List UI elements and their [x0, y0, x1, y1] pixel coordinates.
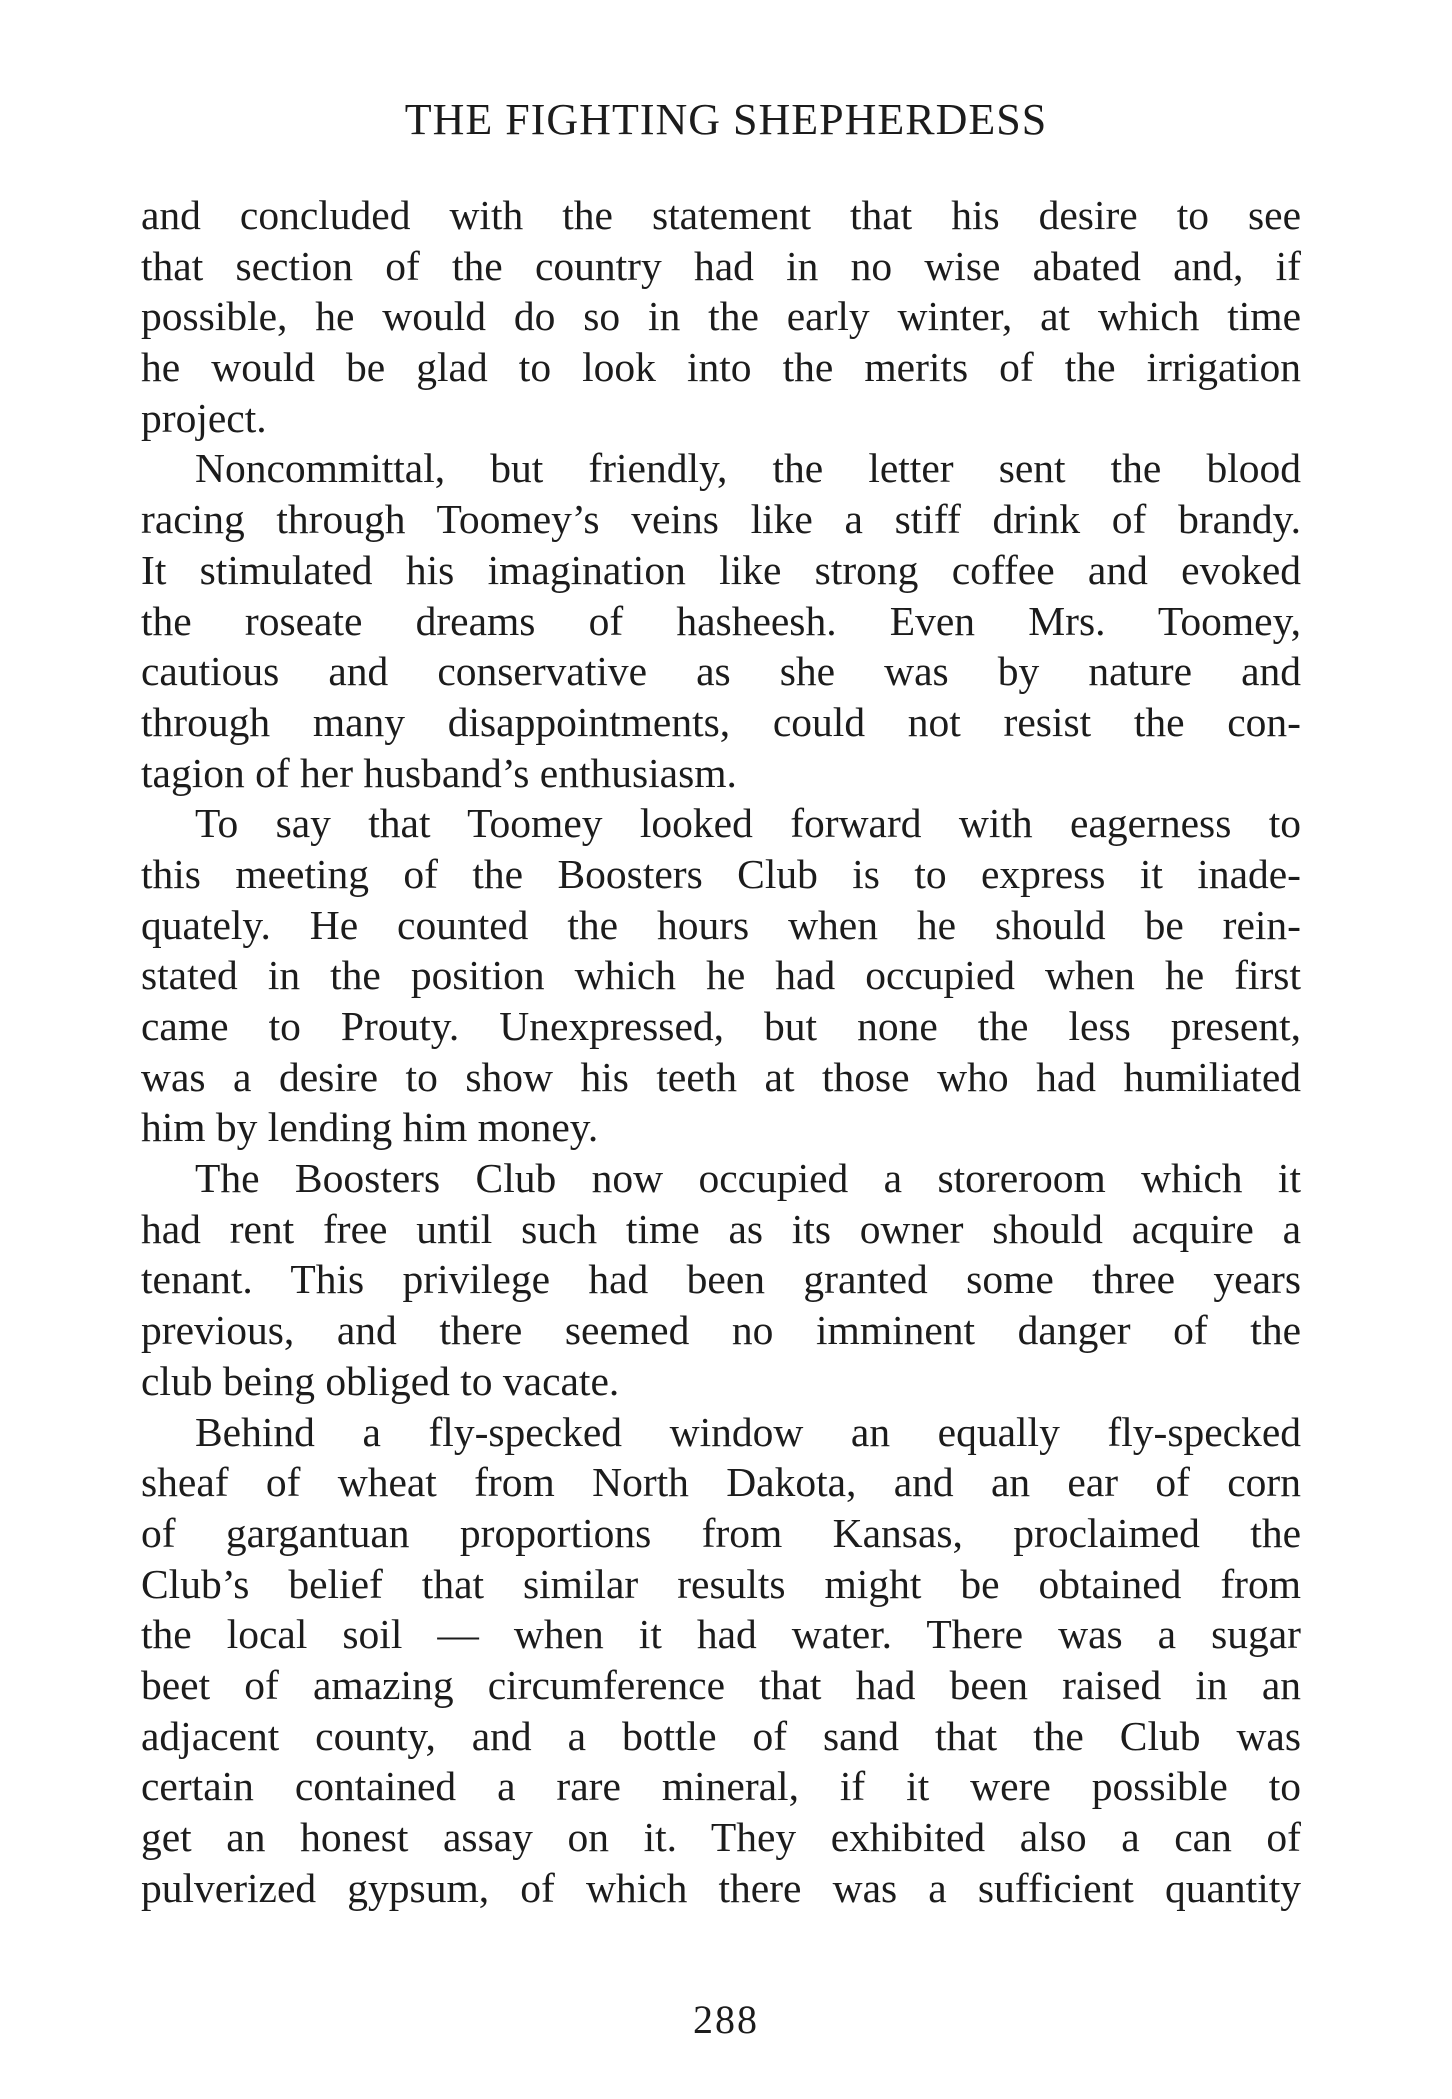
text-line: Behind a fly-specked window an equally fly-specked — [195, 1408, 1301, 1455]
text-line: tenant. This privilege had been granted some three years — [141, 1256, 1301, 1303]
text-line: and concluded with the statement that his desire to see — [141, 192, 1301, 238]
text-line: certain contained a rare mineral, if it were possible to — [141, 1763, 1301, 1810]
text-line: quately. He counted the hours when he should be rein- — [141, 901, 1301, 948]
text-line: had rent free until such time as its owner should acquire a — [141, 1205, 1301, 1252]
text-line: this meeting of the Boosters Club is to express it inade- — [141, 850, 1301, 897]
text-line: him by lending him money. — [141, 1104, 599, 1151]
body-text — [141, 190, 1301, 1913]
text-line: beet of amazing circumference that had been raised in an — [141, 1661, 1301, 1708]
text-line: he would be glad to look into the merits of the irrigation — [141, 344, 1301, 391]
text-line: pulverized gypsum, of which there was a sufficient quantity — [141, 1864, 1301, 1911]
text-line: racing through Toomey’s veins like a stiff drink of brandy. — [141, 496, 1301, 543]
running-head: THE FIGHTING SHEPHERDESS — [404, 95, 1048, 144]
text-line: get an honest assay on it. They exhibited also a can of — [141, 1814, 1301, 1860]
text-line: previous, and there seemed no imminent danger of the — [141, 1307, 1301, 1354]
text-line: Noncommittal, but friendly, the letter sent the blood — [195, 445, 1301, 492]
text-line: It stimulated his imagination like strong coffee and evoked — [141, 546, 1301, 593]
text-line: adjacent county, and a bottle of sand that the Club was — [141, 1712, 1301, 1759]
text-line: came to Prouty. Unexpressed, but none the less present, — [141, 1003, 1301, 1049]
text-line: cautious and conservative as she was by nature and — [141, 648, 1301, 695]
text-line: through many disappointments, could not resist the con- — [141, 698, 1301, 745]
text-line: the local soil — when it had water. There was a sugar — [141, 1611, 1301, 1658]
text-line: club being obliged to vacate. — [141, 1357, 620, 1404]
text-line: was a desire to show his teeth at those who had humiliated — [141, 1053, 1301, 1100]
text-line: of gargantuan proportions from Kansas, proclaimed the — [141, 1509, 1301, 1556]
text-line: tagion of her husband’s enthusiasm. — [141, 749, 737, 796]
page-number: 288 — [693, 1997, 759, 2042]
text-line: Club’s belief that similar results might be obtained from — [141, 1560, 1301, 1607]
text-line: sheaf of wheat from North Dakota, and an ear of corn — [141, 1459, 1301, 1506]
text-line: To say that Toomey looked forward with eagerness to — [195, 800, 1301, 847]
text-line: stated in the position which he had occupied when he first — [141, 952, 1301, 999]
text-line: The Boosters Club now occupied a storeroom which it — [195, 1155, 1301, 1202]
text-line: project. — [141, 394, 267, 441]
text-line: that section of the country had in no wise abated and, if — [141, 242, 1301, 289]
text-line: the roseate dreams of hasheesh. Even Mrs. Toomey, — [141, 597, 1301, 644]
text-line: possible, he would do so in the early winter, at which time — [141, 293, 1301, 340]
